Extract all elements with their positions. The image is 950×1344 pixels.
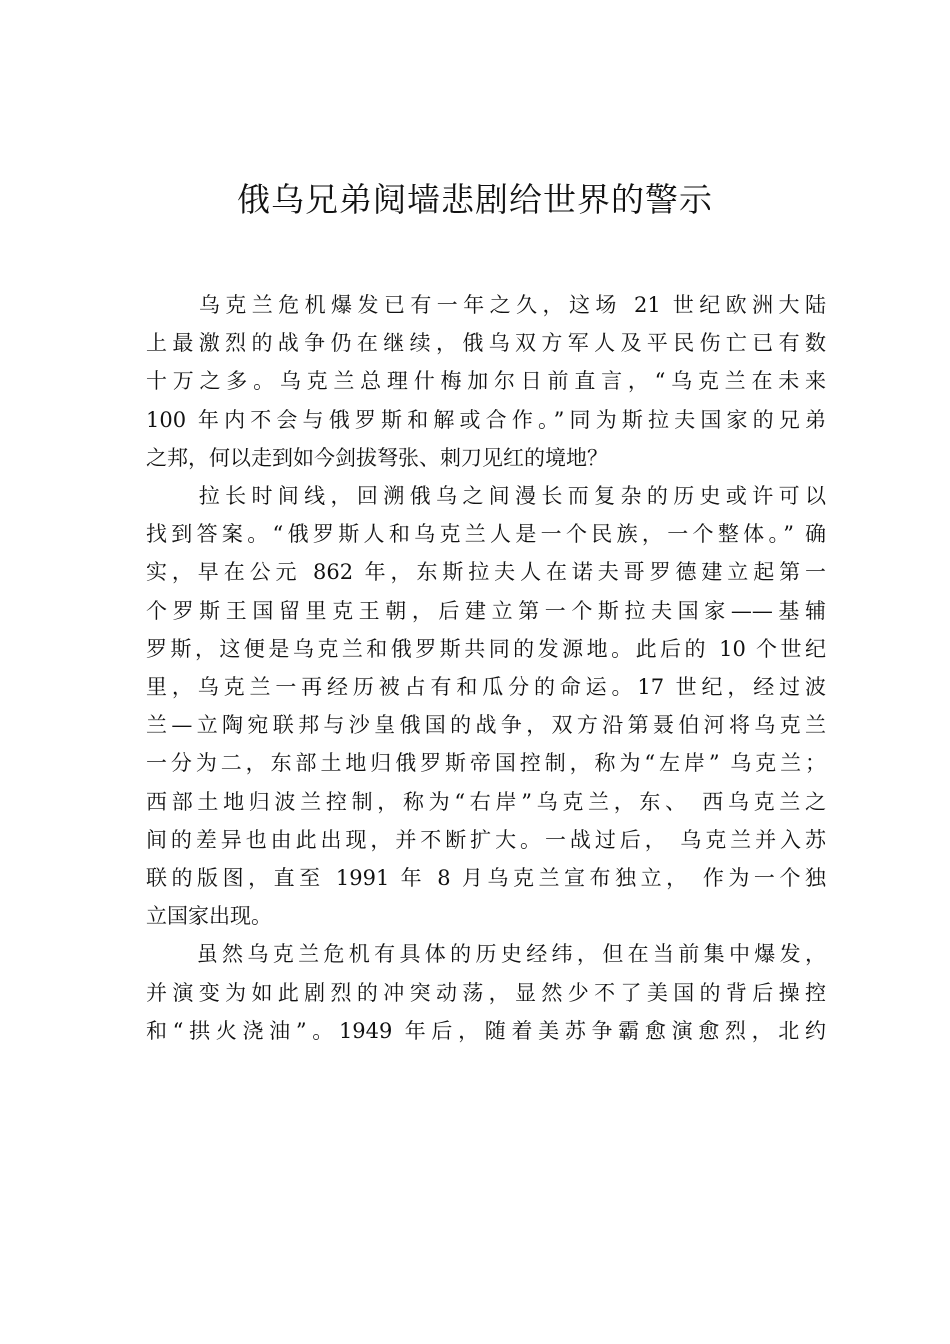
paragraph-3 bbox=[146, 935, 826, 1050]
text-line: 上最激烈的战争仍在继续，俄乌双方军人及平民伤亡已有数 bbox=[146, 331, 826, 356]
text-line: 并演变为如此剧烈的冲突动荡，显然少不了美国的背后操控 bbox=[146, 980, 826, 1005]
text-line: 拉长时间线，回溯俄乌之间漫长而复杂的历史或许可以 bbox=[146, 484, 826, 509]
text-line: 虽然乌克兰危机有具体的历史经纬，但在当前集中爆发， bbox=[146, 942, 826, 967]
text-line: 一分为二，东部土地归俄罗斯帝国控制，称为“左岸” 乌克兰； bbox=[146, 751, 826, 776]
text-line: 立国家出现。 bbox=[146, 904, 272, 929]
text-line: 乌克兰危机爆发已有一年之久，这场 21 世纪欧洲大陆 bbox=[146, 293, 826, 317]
paragraph-2 bbox=[146, 477, 826, 935]
text-line: 罗斯，这便是乌克兰和俄罗斯共同的发源地。此后的 10 个世纪 bbox=[146, 636, 826, 661]
text-line: 十万之多。乌克兰总理什梅加尔日前直言，“乌克兰在未来 bbox=[146, 369, 826, 394]
paragraph-1 bbox=[146, 286, 826, 477]
text-line: 个罗斯王国留里克王朝，后建立第一个斯拉夫国家——基辅 bbox=[146, 598, 826, 623]
document-body bbox=[146, 286, 826, 1050]
text-line: 之邦，何以走到如今剑拔弩张、刺刀见红的境地？ bbox=[146, 445, 608, 470]
text-line: 实，早在公元 862 年，东斯拉夫人在诺夫哥罗德建立起第一 bbox=[146, 560, 826, 585]
text-line: 间的差异也由此出现，并不断扩大。一战过后， 乌克兰并入苏 bbox=[146, 827, 826, 852]
document-title: 俄乌兄弟阋墙悲剧给世界的警示 bbox=[237, 180, 713, 219]
text-line: 和“拱火浇油”。1949 年后，随着美苏争霸愈演愈烈，北约 bbox=[146, 1018, 826, 1043]
text-line: 联的版图，直至 1991 年 8 月乌克兰宣布独立， 作为一个独 bbox=[146, 866, 826, 891]
text-line: 里，乌克兰一再经历被占有和瓜分的命运。17 世纪，经过波 bbox=[146, 675, 826, 700]
text-line: 西部土地归波兰控制，称为“右岸”乌克兰，东、 西乌克兰之 bbox=[146, 789, 826, 814]
text-line: 找到答案。“俄罗斯人和乌克兰人是一个民族，一个整体。” 确 bbox=[146, 522, 826, 547]
text-line: 100 年内不会与俄罗斯和解或合作。”同为斯拉夫国家的兄弟 bbox=[146, 407, 826, 432]
text-line: 兰—立陶宛联邦与沙皇俄国的战争，双方沿第聂伯河将乌克兰 bbox=[146, 713, 826, 738]
